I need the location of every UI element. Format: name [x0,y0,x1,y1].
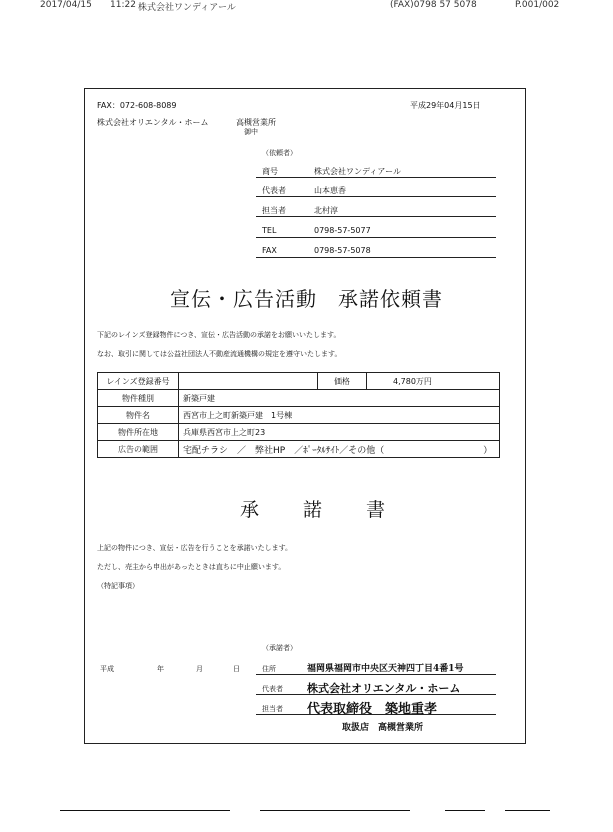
field-underline [256,216,496,217]
footer-dash [260,810,410,811]
fax-time: 11:22 [110,0,136,10]
request-title: 宣伝・広告活動 承諾依頼書 [170,287,443,311]
row-label: 物件種別 [98,390,179,407]
intro-line: 下記のレインズ登録物件につき、宣伝・広告活動の承諾をお願いいたします。 [97,331,341,339]
recipient-suffix: 御中 [244,128,258,136]
approver-value: 福岡県福岡市中央区天神四丁目4番1号 [307,664,464,674]
footer-dash [505,810,550,811]
approver-heading: （承諾者） [262,644,297,652]
consent-title: 承諾書 [240,499,430,521]
sign-era: 平成 [100,665,114,673]
sign-year: 年 [157,665,164,673]
row-label: 物件所在地 [98,424,179,441]
property-table [97,372,500,458]
approver-value: 株式会社オリエンタル・ホーム [307,682,461,695]
table-row [98,441,500,458]
price-value: 4,780万円 [367,373,500,390]
table-row [98,373,500,390]
table-row [98,390,500,407]
footer-dash [60,810,230,811]
intro-line: なお、取引に関しては公益社団法人不動産流通機構の規定を遵守いたします。 [97,350,342,358]
field-underline [256,714,496,715]
row-value: 兵庫県西宮市上之町23 [179,424,500,441]
footer-dash [445,810,485,811]
row-value: 西宮市上之町新築戸建 1号棟 [179,407,500,424]
fax-date: 2017/04/15 [40,0,92,10]
requester-label: FAX [262,246,277,255]
branch-stamp: 取扱店 高槻営業所 [342,723,424,733]
requester-label: 担当者 [262,206,286,215]
requester-label: 代表者 [262,186,286,195]
fax-sender: 株式会社ワンディアール [138,3,236,13]
field-underline [256,237,496,238]
approver-label: 住所 [262,665,276,673]
table-row [98,407,500,424]
requester-value: 株式会社ワンディアール [314,167,401,176]
requester-value: 北村淳 [314,206,338,215]
row-value: 新築戸建 [179,390,500,407]
consent-line: ただし、売主から申出があったときは直ちに中止願います。 [97,563,286,571]
recipient-company: 株式会社オリエンタル・ホーム [97,118,209,127]
price-label: 価格 [318,373,367,390]
approver-label: 代表者 [262,685,283,693]
field-underline [256,196,496,197]
sign-day: 日 [233,665,240,673]
table-row [98,424,500,441]
consent-line: 上記の物件につき、宣伝・広告を行うことを承諾いたします。 [97,544,293,552]
field-underline [256,177,496,178]
document-date: 平成29年04月15日 [410,101,481,110]
fax-number: (FAX)0798 57 5078 [390,0,477,10]
approver-value: 代表取締役 築地重孝 [307,702,438,717]
recipient-office: 高槻営業所 [236,118,276,127]
requester-heading: （依頼者） [262,149,297,157]
special-notes-label: （特記事項） [97,582,139,590]
requester-value: 山本恵香 [314,186,346,195]
sign-month: 月 [196,665,203,673]
requester-label: TEL [262,226,277,235]
fax-transmission-header [0,0,613,14]
reins-label: レインズ登録番号 [98,373,179,390]
field-underline [256,674,496,675]
field-underline [256,694,496,695]
fax-page: P.001/002 [515,0,560,10]
recipient-fax: FAX：072-608-8089 [97,101,177,110]
requester-value: 0798-57-5077 [314,226,371,235]
row-label: 物件名 [98,407,179,424]
row-value: 宅配チラシ ／ 弊社HP ／ﾎﾟｰﾀﾙｻｲﾄ／その他（ ） [179,441,500,458]
row-label: 広告の範囲 [98,441,179,458]
requester-label: 商号 [262,167,278,176]
requester-value: 0798-57-5078 [314,246,371,255]
reins-value [179,373,318,390]
field-underline [256,257,496,258]
approver-label: 担当者 [262,705,283,713]
